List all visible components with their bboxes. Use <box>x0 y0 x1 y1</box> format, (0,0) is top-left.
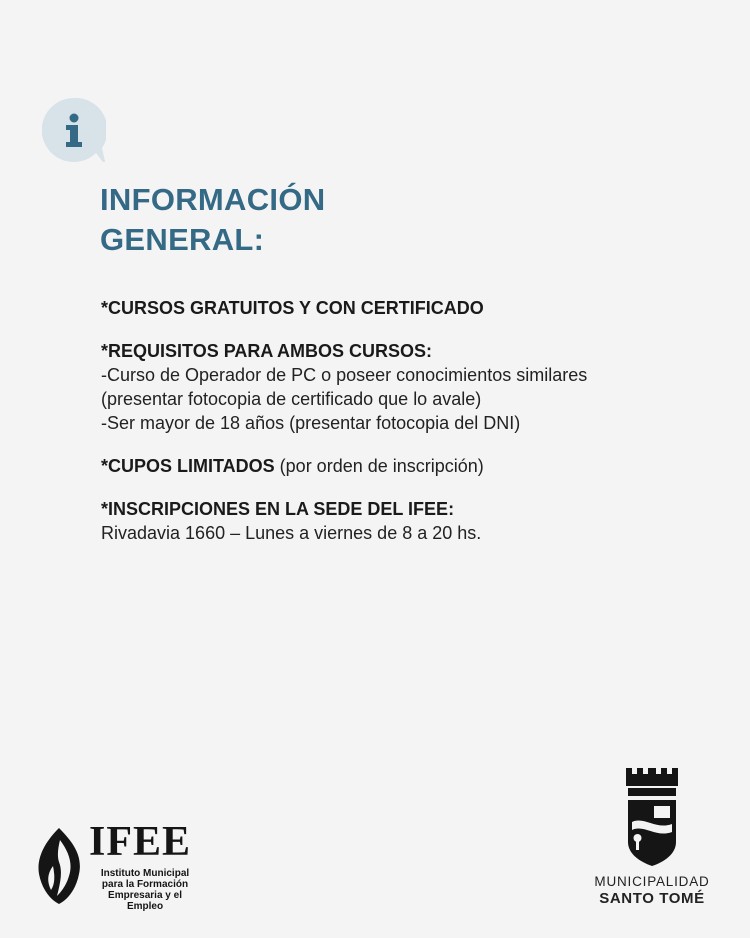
page-title-line2: GENERAL: <box>100 222 265 257</box>
shield-crest-icon <box>624 764 680 868</box>
limited-section <box>101 454 721 478</box>
limited-heading: *CUPOS LIMITADOS <box>101 456 275 476</box>
municipalidad-logo <box>582 764 722 914</box>
info-content <box>101 296 721 564</box>
registration-heading: *INSCRIPCIONES EN LA SEDE DEL IFEE: <box>101 499 455 519</box>
flame-icon <box>33 826 85 906</box>
page-title-line1: INFORMACIÓN <box>100 182 326 217</box>
requirement-1-line1: -Curso de Operador de PC o poseer conocimientos similares <box>101 365 588 385</box>
ifee-logo <box>33 819 223 912</box>
info-icon <box>42 98 106 162</box>
ifee-name: IFEE <box>89 819 192 865</box>
free-courses-text: *CURSOS GRATUITOS Y CON CERTIFICADO <box>101 298 484 318</box>
santo-tome-label: SANTO TOMÉ <box>599 890 705 907</box>
ifee-subtitle: Instituto Municipal para la Formación Empresaria y el Empleo <box>100 868 190 912</box>
requirements-section <box>101 339 721 435</box>
registration-section <box>101 497 721 545</box>
requirements-heading: *REQUISITOS PARA AMBOS CURSOS: <box>101 341 433 361</box>
municipalidad-label: MUNICIPALIDAD <box>594 874 710 889</box>
page-title <box>100 180 325 260</box>
requirement-2: -Ser mayor de 18 años (presentar fotocopia del DNI) <box>101 413 521 433</box>
registration-detail: Rivadavia 1660 – Lunes a viernes de 8 a 20 hs. <box>101 523 482 543</box>
limited-note: (por orden de inscripción) <box>274 456 484 476</box>
requirement-1-line2: (presentar fotocopia de certificado que lo avale) <box>101 389 482 409</box>
